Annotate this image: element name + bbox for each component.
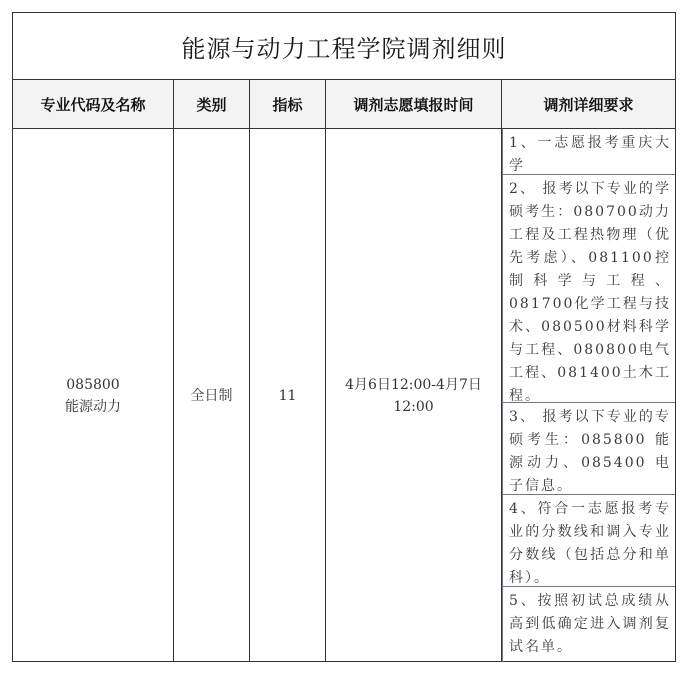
requirement-2: 2、 报考以下专业的学硕考生：080700动力工程及工程热物理（优先考虑）、081100控制科学与工程、081700化学工程与技术、080500材料科学与工程、080800电气工程、081400土木工程。 [502,175,675,403]
header-quota: 指标 [250,80,326,129]
major-code: 085800 [66,376,120,393]
header-major: 专业代码及名称 [13,80,174,129]
cell-major [13,129,174,662]
cell-category: 全日制 [174,129,250,662]
requirement-5: 5、按照初试总成绩从高到低确定进入调剂复试名单。 [502,587,675,662]
requirement-4: 4、符合一志愿报考专业的分数线和调入专业分数线（包括总分和单科）。 [502,495,675,587]
requirement-3: 3、 报考以下专业的专硕考生：085800 能源动力、085400 电子信息。 [502,403,675,495]
cell-quota: 11 [250,129,326,662]
header-category: 类别 [174,80,250,129]
time-line-2: 12:00 [393,398,434,415]
time-line-1: 4月6日12:00-4月7日 [345,376,482,393]
adjustment-rules-table [12,12,676,662]
major-name: 能源动力 [65,398,121,415]
header-time: 调剂志愿填报时间 [326,80,502,129]
cell-time [326,129,502,662]
table-title: 能源与动力工程学院调剂细则 [13,13,675,80]
header-requirements: 调剂详细要求 [502,80,675,129]
requirement-1: 1、一志愿报考重庆大学 [502,129,675,175]
requirements-column [502,129,675,662]
